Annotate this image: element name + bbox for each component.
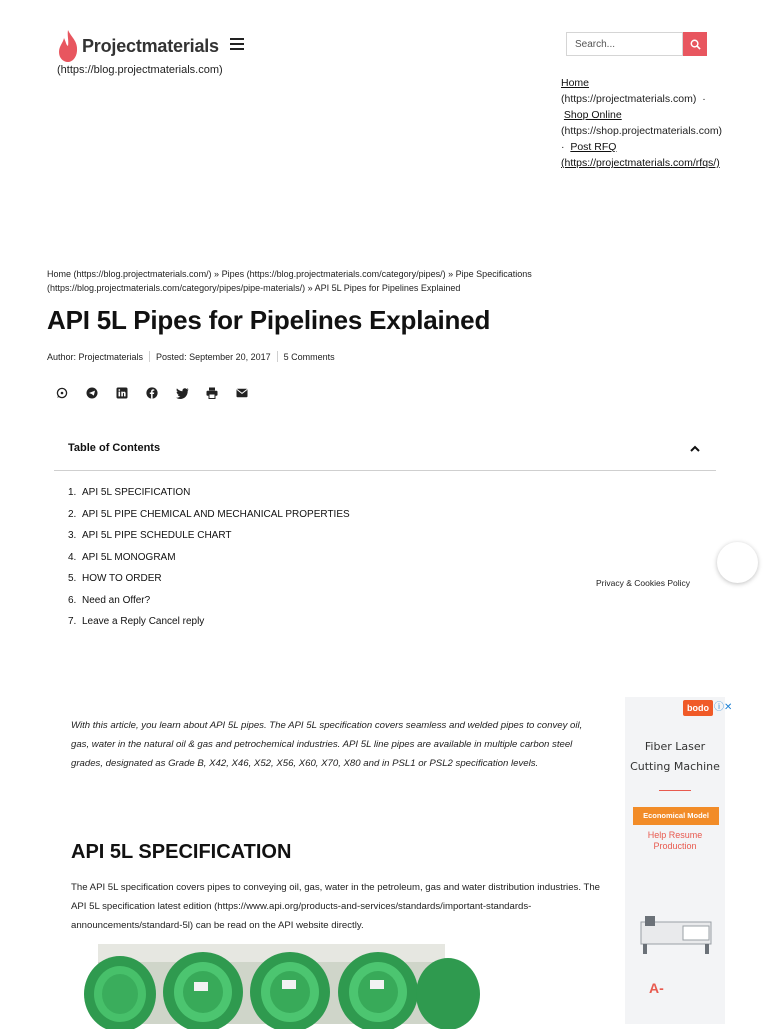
chevron-up-icon[interactable] [689,444,701,454]
nav-rfq-url[interactable]: (https://projectmaterials.com/rfqs/) [561,157,720,169]
toc-item-label[interactable]: API 5L PIPE SCHEDULE CHART [82,530,232,541]
toc-list [68,486,350,637]
ad-badge: Economical Model [633,807,719,825]
whatsapp-icon[interactable] [55,386,69,400]
search-box [566,32,683,56]
site-logo[interactable] [57,29,219,63]
telegram-icon[interactable] [85,386,99,400]
pipes-image-icon [98,944,445,1024]
toc-item[interactable] [68,551,350,573]
nav-rfq-link[interactable]: Post RFQ [570,141,617,153]
ad-subtitle-line: Production [653,841,697,851]
toc-item-number: 6. [68,594,77,606]
toc-item-number: 3. [68,530,77,541]
toc-item-label[interactable]: API 5L PIPE CHEMICAL AND MECHANICAL PROPERTIES [82,508,350,520]
floating-action-button[interactable] [717,542,758,583]
meta-divider [277,351,278,362]
ad-logo: bodo [683,700,713,716]
toc-item-label[interactable]: Leave a Reply Cancel reply [82,616,205,627]
nav-separator: · [702,93,706,105]
ad-close-icon[interactable]: ⓘ✕ [714,702,733,713]
toc-item[interactable] [68,615,350,637]
print-icon[interactable] [205,386,219,400]
ad-title-line: Fiber Laser [644,740,706,753]
toc-title[interactable]: Table of Contents [68,442,161,454]
nav-shop-url: (https://shop.projectmaterials.com) [561,125,723,137]
meta-divider [149,351,150,362]
toc-item-number: 7. [68,616,77,627]
toc-item-number: 1. [68,487,77,498]
share-bar [55,386,265,400]
toc-item[interactable] [68,486,350,508]
nav-shop-link[interactable]: Shop Online [563,109,622,121]
article-intro: With this article, you learn about API 5L pipes. The API 5L specification covers seamless and welded pipes to convey oil, gas, water in the natural oil & gas and petrochemical industries. API 5L line pipes are available in multiple carbon steel grades, designated as Grade B, X42, X46, X52, X56, X60, X70, X80 and in PSL1 or PSL2 specification levels. [71,720,583,769]
menu-hamburger-icon[interactable] [230,38,244,50]
logo-url: (https://blog.projectmaterials.com) [57,64,223,76]
ad-subtitle [625,830,725,852]
toc-item-label[interactable]: HOW TO ORDER [82,573,162,584]
logo-text: Projectmaterials [82,35,219,56]
toc-item-label[interactable]: Need an Offer? [82,594,151,606]
toc-divider [54,470,716,471]
toc-item-number: 5. [68,573,77,584]
nav-home-url: (https://projectmaterials.com) [561,93,697,105]
ad-banner[interactable] [625,697,733,1024]
breadcrumb[interactable] [47,267,567,295]
section-heading: API 5L SPECIFICATION [71,841,292,863]
privacy-cookies-link[interactable]: Privacy & Cookies Policy [596,578,691,588]
flame-logo-icon [57,29,79,63]
nav-separator: · [561,141,565,153]
search-button[interactable] [683,32,707,56]
ad-divider [659,790,691,791]
linkedin-icon[interactable] [115,386,129,400]
toc-item[interactable] [68,529,350,551]
section-paragraph: The API 5L specification covers pipes to conveying oil, gas, water in the petroleum, gas and water distribution industries. The API 5L specification latest edition (https://www.api.org/products-and-services/standards/important-standards-announcements/standard-5l) can be read on the API website directly. [71,882,601,931]
toc-item[interactable] [68,508,350,530]
post-date: Posted: September 20, 2017 [156,351,271,362]
search-input[interactable] [567,33,691,55]
search-icon [690,39,701,50]
top-nav [561,75,741,171]
ad-subtitle-line: Help Resume [647,830,703,840]
post-meta [47,351,335,362]
toc-item-number: 4. [68,551,77,563]
facebook-icon[interactable] [145,386,159,400]
ad-title [625,737,725,777]
toc-item[interactable] [68,572,350,594]
pipes-photo [98,944,445,1024]
twitter-icon[interactable] [175,386,189,400]
email-icon[interactable] [235,386,249,400]
toc-item-number: 2. [68,508,77,520]
breadcrumb-line[interactable]: Home (https://blog.projectmaterials.com/) » Pipes (https://blog.projectmaterials.com/category/pipes/) » Pipe Specifications [47,269,532,279]
nav-home-link[interactable]: Home [561,77,590,89]
laser-machine-icon [633,902,723,962]
ad-title-line: Cutting Machine [630,760,720,773]
ad-cta[interactable]: A- [649,980,664,996]
breadcrumb-line[interactable]: (https://blog.projectmaterials.com/category/pipes/pipe-materials/) » API 5L Pipes for Pipelines Explained [47,283,461,293]
toc-item-label[interactable]: API 5L MONOGRAM [82,551,176,563]
comments-count[interactable]: 5 Comments [283,351,335,362]
author: Author: Projectmaterials [47,351,144,362]
toc-item[interactable] [68,594,350,616]
toc-item-label[interactable]: API 5L SPECIFICATION [82,487,191,498]
page-title: API 5L Pipes for Pipelines Explained [47,305,491,335]
